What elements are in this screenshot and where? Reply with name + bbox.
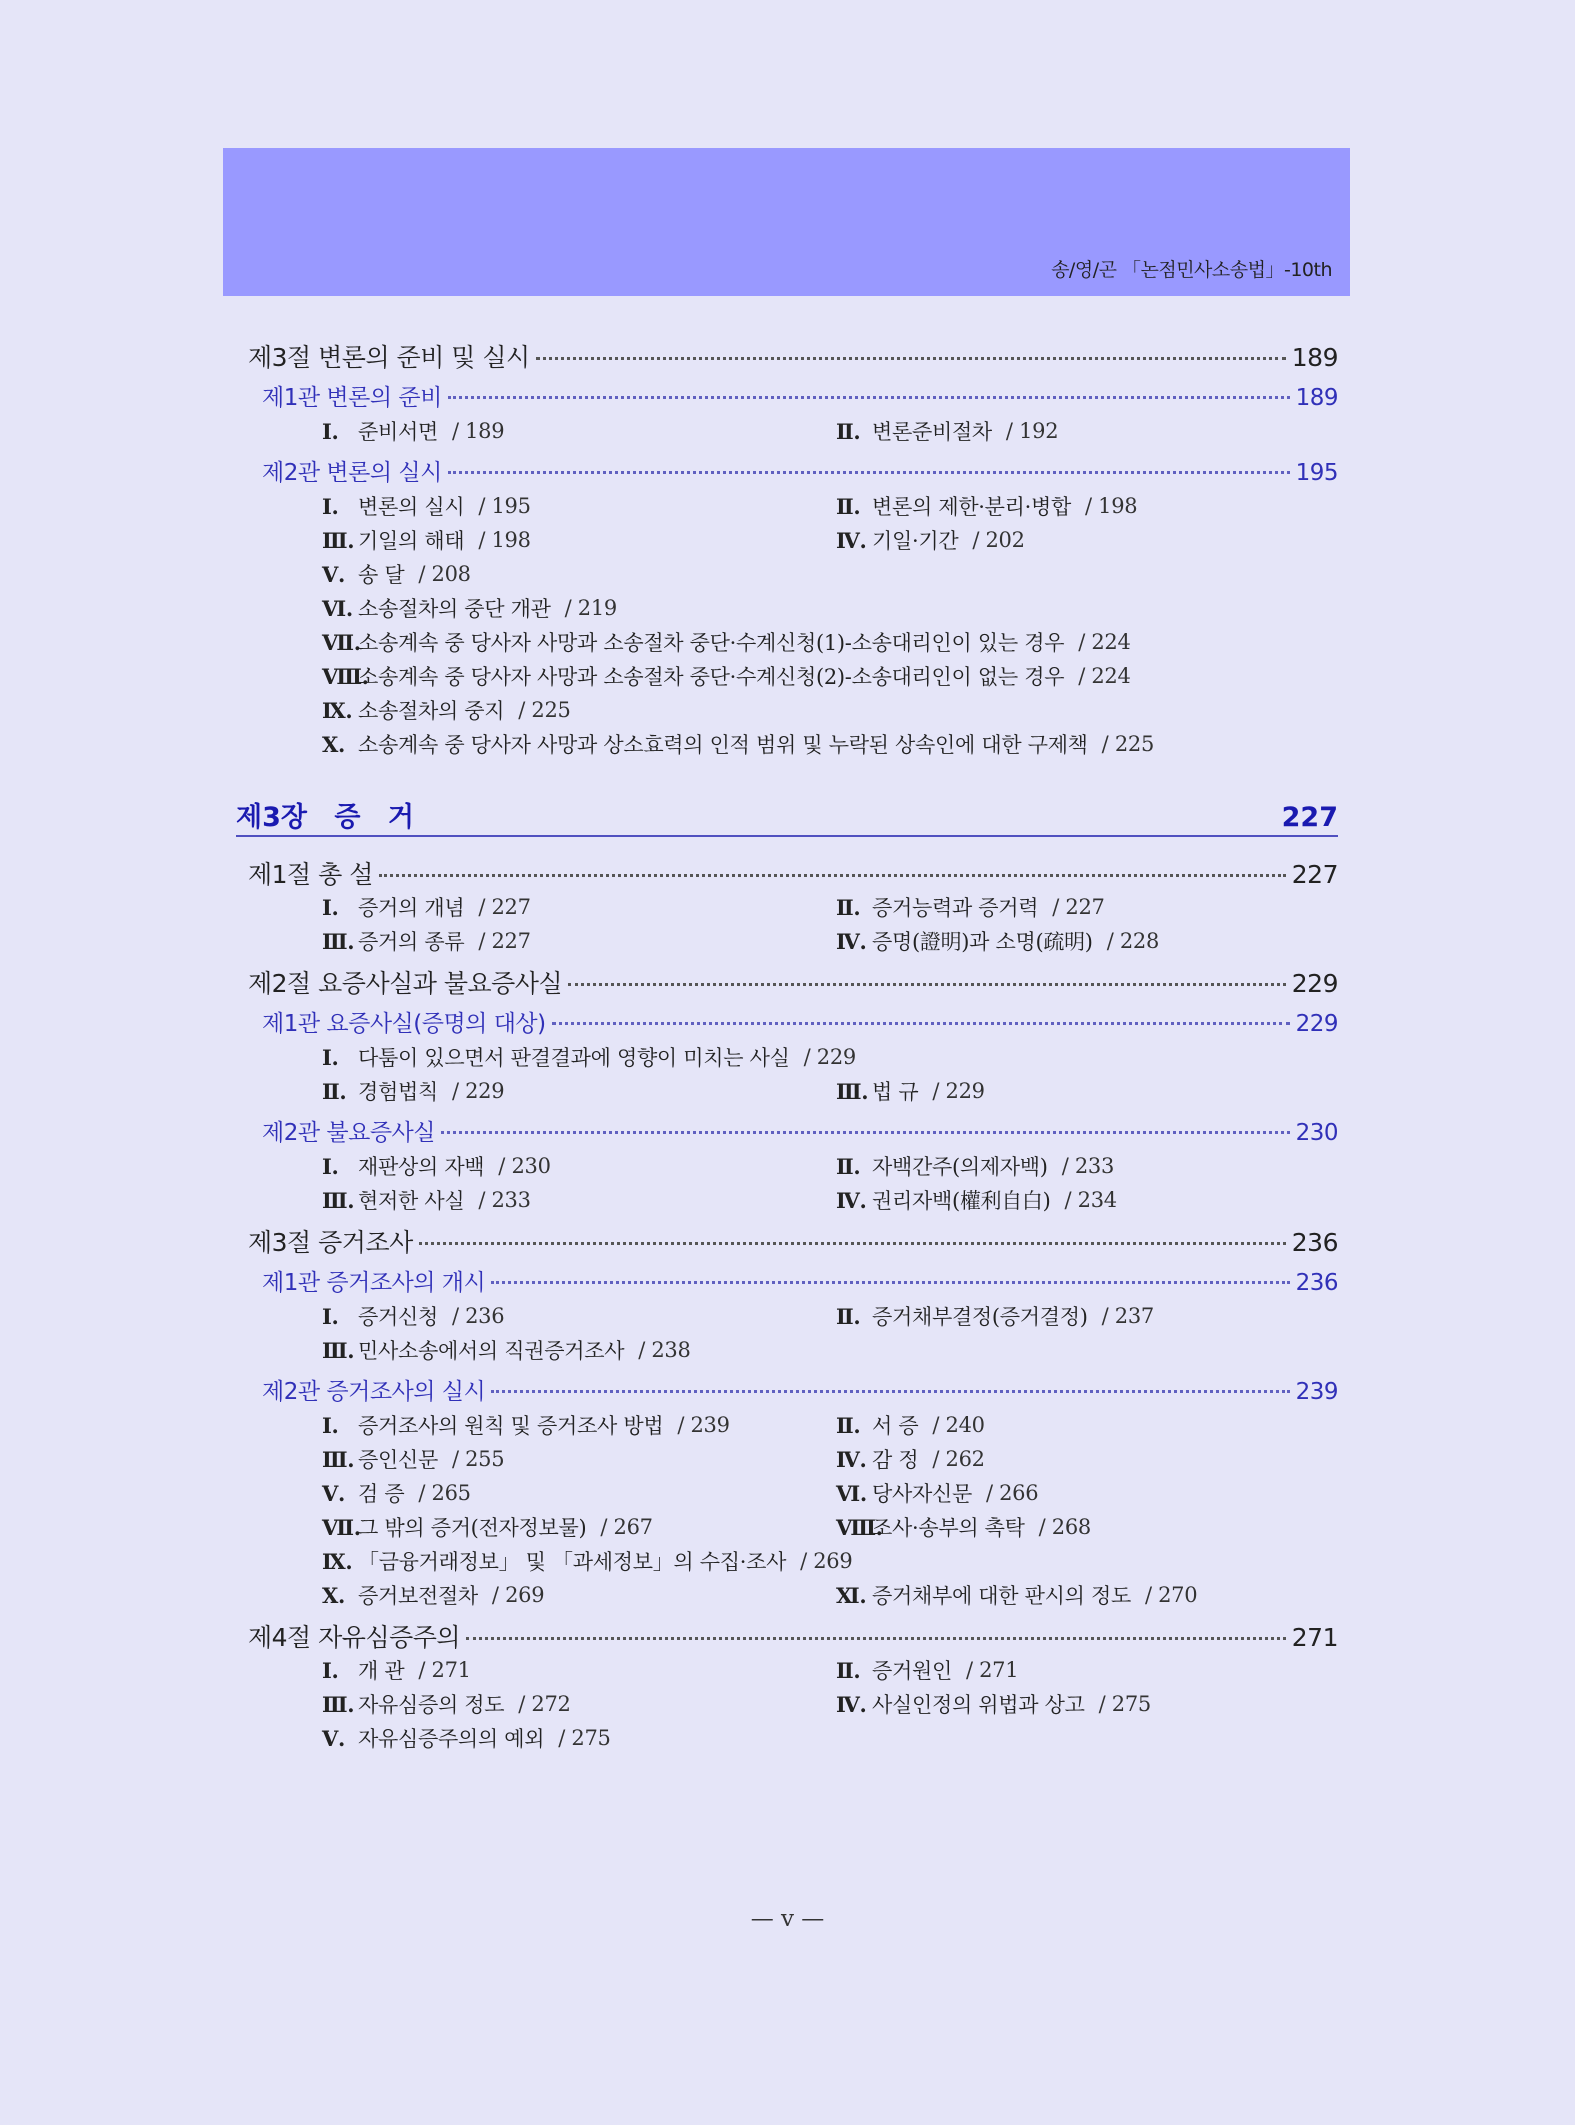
section-entry[interactable] xyxy=(240,855,1338,890)
item-number: Ⅷ. xyxy=(322,663,369,689)
item-number: Ⅴ. xyxy=(322,561,346,587)
toc-item[interactable] xyxy=(322,627,1338,657)
header-text: 송/영/곤 「논점민사소송법」-10th xyxy=(1051,259,1332,281)
subsection-entry[interactable] xyxy=(240,454,1338,489)
item-page: / 198 xyxy=(1085,494,1138,518)
toc-item[interactable] xyxy=(836,1512,1350,1542)
item-number: Ⅳ. xyxy=(836,928,867,954)
toc-item[interactable] xyxy=(322,1335,1338,1365)
toc-item[interactable] xyxy=(322,1076,836,1106)
item-page: / 271 xyxy=(418,1658,471,1682)
item-page: / 238 xyxy=(638,1338,691,1362)
item-number: Ⅴ. xyxy=(322,1480,346,1506)
item-title: 증거신청 xyxy=(358,1305,438,1329)
dot-leader xyxy=(419,1242,1286,1245)
item-title: 현저한 사실 xyxy=(358,1189,465,1213)
section-entry[interactable] xyxy=(240,1223,1338,1258)
subsection-entry[interactable] xyxy=(240,1114,1338,1149)
item-number: Ⅳ. xyxy=(836,1446,867,1472)
toc-item-row xyxy=(322,659,1338,693)
toc-item-row xyxy=(322,1183,1338,1217)
item-title: 사실인정의 위법과 상고 xyxy=(872,1693,1085,1717)
toc-item[interactable] xyxy=(322,1478,836,1508)
item-page: / 272 xyxy=(518,1692,571,1716)
toc-item[interactable] xyxy=(322,416,836,446)
toc-item-row xyxy=(322,693,1338,727)
item-list xyxy=(240,1653,1338,1755)
item-number: Ⅰ. xyxy=(322,493,339,519)
toc-item-row xyxy=(322,924,1338,958)
subsection-entry-label: 제1관 요증사실(증명의 대상) xyxy=(262,1011,546,1037)
item-page: / 225 xyxy=(518,698,571,722)
item-number: Ⅹ. xyxy=(322,1582,346,1608)
toc-item-row xyxy=(322,1408,1338,1442)
item-number: Ⅲ. xyxy=(836,1078,869,1104)
toc-item[interactable] xyxy=(322,1410,836,1440)
item-page: / 275 xyxy=(558,1726,611,1750)
item-list xyxy=(240,1149,1338,1217)
toc-item[interactable] xyxy=(836,1185,1350,1215)
page-header xyxy=(223,148,1350,296)
toc-item[interactable] xyxy=(322,1185,836,1215)
toc-item[interactable] xyxy=(322,593,1338,623)
toc-item[interactable] xyxy=(836,1076,1350,1106)
item-title: 준비서면 xyxy=(358,420,438,444)
toc-item-row xyxy=(322,1653,1338,1687)
toc-item[interactable] xyxy=(322,661,1338,691)
item-page: / 255 xyxy=(451,1447,505,1471)
item-page: / 225 xyxy=(1101,732,1155,756)
dot-leader xyxy=(448,396,1290,399)
item-number: Ⅰ. xyxy=(322,1657,339,1683)
item-title: 자유심증의 정도 xyxy=(358,1693,505,1717)
section-entry-label: 제4절 자유심증주의 xyxy=(248,1623,461,1652)
item-list xyxy=(240,414,1338,448)
item-title: 증거보전절차 xyxy=(358,1584,478,1608)
item-page: / 233 xyxy=(478,1188,531,1212)
item-page: / 229 xyxy=(932,1079,985,1103)
item-page: / 233 xyxy=(1061,1154,1115,1178)
item-page: / 268 xyxy=(1038,1515,1091,1539)
item-page: / 224 xyxy=(1078,664,1131,688)
toc-item[interactable] xyxy=(836,525,1350,555)
toc-item[interactable] xyxy=(322,729,1338,759)
item-page: / 198 xyxy=(478,528,531,552)
item-number: Ⅱ. xyxy=(836,418,861,444)
item-title: 소송계속 중 당사자 사망과 소송절차 중단·수계신청(2)-소송대리인이 없는 경우 xyxy=(358,665,1065,689)
item-number: Ⅰ. xyxy=(322,1153,339,1179)
toc-item[interactable] xyxy=(322,926,836,956)
item-number: Ⅴ. xyxy=(322,1725,346,1751)
toc-item[interactable] xyxy=(322,1723,1338,1753)
item-page: / 219 xyxy=(564,596,617,620)
toc-item[interactable] xyxy=(322,1512,836,1542)
item-title: 변론의 실시 xyxy=(358,495,465,519)
item-title: 기일의 해태 xyxy=(358,529,465,553)
item-title: 민사소송에서의 직권증거조사 xyxy=(358,1339,625,1363)
item-page: / 270 xyxy=(1144,1583,1198,1607)
item-number: Ⅲ. xyxy=(322,928,355,954)
item-title: 법 규 xyxy=(872,1080,919,1104)
toc-item-row xyxy=(322,625,1338,659)
item-number: Ⅰ. xyxy=(322,1044,339,1070)
item-page: / 236 xyxy=(451,1304,505,1328)
item-title: 증인신문 xyxy=(358,1448,438,1472)
subsection-entry-label: 제2관 변론의 실시 xyxy=(262,460,442,486)
item-page: / 192 xyxy=(1005,419,1059,443)
item-page: / 267 xyxy=(600,1515,653,1539)
item-title: 경험법칙 xyxy=(358,1080,438,1104)
subsection-entry-label: 제2관 증거조사의 실시 xyxy=(262,1379,486,1405)
toc-item[interactable] xyxy=(322,1580,836,1610)
dot-leader xyxy=(552,1022,1290,1025)
toc-item-row xyxy=(322,1578,1338,1612)
toc-item-row xyxy=(322,523,1338,557)
item-list xyxy=(240,489,1338,761)
item-title: 「금융거래정보」 및 「과세정보」의 수집·조사 xyxy=(358,1550,787,1574)
toc-item-row xyxy=(322,1721,1338,1755)
item-page: / 237 xyxy=(1101,1304,1154,1328)
toc-item[interactable] xyxy=(836,892,1350,922)
item-title: 기일·기간 xyxy=(872,529,959,553)
item-title: 서 증 xyxy=(872,1414,919,1438)
item-page: / 224 xyxy=(1078,630,1131,654)
toc-item-row xyxy=(322,489,1338,523)
item-page: / 227 xyxy=(478,929,531,953)
toc-item-row xyxy=(322,890,1338,924)
item-number: Ⅰ. xyxy=(322,1303,339,1329)
item-title: 송 달 xyxy=(358,563,405,587)
item-number: Ⅳ. xyxy=(836,527,867,553)
section-entry-label: 제3절 변론의 준비 및 실시 xyxy=(248,343,530,372)
item-number: Ⅱ. xyxy=(836,1303,861,1329)
item-list xyxy=(240,890,1338,958)
section-entry[interactable] xyxy=(240,964,1338,999)
section-entry-label: 제2절 요증사실과 불요증사실 xyxy=(248,969,563,998)
item-title: 증거채부결정(증거결정) xyxy=(872,1305,1088,1329)
dot-leader xyxy=(448,471,1290,474)
toc-item[interactable] xyxy=(836,1655,1350,1685)
item-title: 증거의 종류 xyxy=(358,930,465,954)
item-page: / 240 xyxy=(932,1413,985,1437)
item-number: Ⅲ. xyxy=(322,1337,355,1363)
dot-leader xyxy=(379,874,1286,877)
dot-leader xyxy=(441,1131,1290,1134)
item-page: / 269 xyxy=(491,1583,545,1607)
item-list xyxy=(240,1040,1338,1108)
toc-item[interactable] xyxy=(322,892,836,922)
dot-leader xyxy=(491,1281,1289,1284)
item-number: Ⅱ. xyxy=(836,1412,861,1438)
page-number: — v — xyxy=(750,1906,825,1932)
section-entry-page: 229 xyxy=(1291,969,1338,998)
subsection-entry[interactable] xyxy=(240,1005,1338,1040)
toc-item-row xyxy=(322,1544,1338,1578)
chapter-title: 제3장 증 거 xyxy=(236,802,414,833)
toc-item-row xyxy=(322,727,1338,761)
item-number: Ⅲ. xyxy=(322,1446,355,1472)
item-title: 감 정 xyxy=(872,1448,919,1472)
item-number: Ⅵ. xyxy=(836,1480,867,1506)
toc-item-row xyxy=(322,557,1338,591)
section-entry-label: 제1절 총 설 xyxy=(248,860,373,889)
item-number: Ⅸ. xyxy=(322,1548,353,1574)
item-title: 자유심증주의의 예외 xyxy=(358,1727,545,1751)
dot-leader xyxy=(491,1390,1289,1393)
toc-item[interactable] xyxy=(836,491,1350,521)
toc-item-row xyxy=(322,414,1338,448)
item-title: 검 증 xyxy=(358,1482,405,1506)
item-page: / 227 xyxy=(478,895,531,919)
toc-item-row xyxy=(322,1299,1338,1333)
item-list xyxy=(240,1299,1338,1367)
item-title: 다툼이 있으면서 판결결과에 영향이 미치는 사실 xyxy=(358,1046,790,1070)
section-entry-label: 제3절 증거조사 xyxy=(248,1228,413,1257)
toc-item[interactable] xyxy=(836,1444,1350,1474)
item-number: Ⅳ. xyxy=(836,1691,867,1717)
section-entry-page: 236 xyxy=(1291,1228,1338,1257)
toc-item[interactable] xyxy=(836,416,1350,446)
item-page: / 265 xyxy=(418,1481,471,1505)
item-number: Ⅰ. xyxy=(322,894,339,920)
toc-item[interactable] xyxy=(836,1689,1350,1719)
chapter-page: 227 xyxy=(1281,802,1338,833)
subsection-entry-page: 195 xyxy=(1295,460,1338,486)
section-entry-page: 227 xyxy=(1291,860,1338,889)
toc-item-row xyxy=(322,1442,1338,1476)
dot-leader xyxy=(466,1637,1286,1640)
subsection-entry-label: 제1관 증거조사의 개시 xyxy=(262,1270,486,1296)
subsection-entry-page: 230 xyxy=(1295,1120,1338,1146)
item-title: 자백간주(의제자백) xyxy=(872,1155,1048,1179)
table-of-contents xyxy=(236,332,1338,1755)
item-number: Ⅱ. xyxy=(836,894,861,920)
item-number: Ⅰ. xyxy=(322,418,339,444)
item-number: Ⅲ. xyxy=(322,1691,355,1717)
toc-item[interactable] xyxy=(836,926,1350,956)
item-page: / 227 xyxy=(1052,895,1105,919)
toc-item[interactable] xyxy=(836,1410,1350,1440)
item-page: / 229 xyxy=(451,1079,505,1103)
item-title: 소송절차의 중단 개관 xyxy=(358,597,551,621)
item-page: / 275 xyxy=(1098,1692,1151,1716)
item-number: Ⅱ. xyxy=(322,1078,347,1104)
toc-item[interactable] xyxy=(836,1151,1350,1181)
dot-leader xyxy=(568,983,1286,986)
item-number: Ⅰ. xyxy=(322,1412,339,1438)
item-page: / 208 xyxy=(418,562,471,586)
item-page: / 266 xyxy=(985,1481,1039,1505)
item-page: / 239 xyxy=(677,1413,730,1437)
item-title: 소송계속 중 당사자 사망과 상소효력의 인적 범위 및 누락된 상속인에 대한 구제책 xyxy=(358,733,1088,757)
toc-item-row xyxy=(322,1510,1338,1544)
item-number: Ⅷ. xyxy=(836,1514,883,1540)
toc-item[interactable] xyxy=(322,559,1338,589)
section-entry-page: 271 xyxy=(1291,1623,1338,1652)
item-title: 소송계속 중 당사자 사망과 소송절차 중단·수계신청(1)-소송대리인이 있는 경우 xyxy=(358,631,1065,655)
item-title: 증거채부에 대한 판시의 정도 xyxy=(872,1584,1131,1608)
item-page: / 230 xyxy=(498,1154,551,1178)
item-number: Ⅺ. xyxy=(836,1582,867,1608)
toc-item[interactable] xyxy=(836,1580,1350,1610)
subsection-entry-label: 제1관 변론의 준비 xyxy=(262,385,442,411)
item-page: / 195 xyxy=(478,494,531,518)
item-number: Ⅶ. xyxy=(322,629,361,655)
toc-item[interactable] xyxy=(322,1689,836,1719)
item-number: Ⅱ. xyxy=(836,1657,861,1683)
item-title: 증거조사의 원칙 및 증거조사 방법 xyxy=(358,1414,664,1438)
item-title: 조사·송부의 촉탁 xyxy=(872,1516,1025,1540)
section-entry[interactable] xyxy=(240,1618,1338,1653)
item-page: / 234 xyxy=(1064,1188,1117,1212)
toc-item-row xyxy=(322,1687,1338,1721)
toc-item[interactable] xyxy=(322,1301,836,1331)
item-title: 증거능력과 증거력 xyxy=(872,896,1039,920)
toc-item-row xyxy=(322,1149,1338,1183)
item-number: Ⅱ. xyxy=(836,1153,861,1179)
subsection-entry[interactable] xyxy=(240,379,1338,414)
item-title: 변론의 제한·분리·병합 xyxy=(872,495,1071,519)
item-page: / 271 xyxy=(965,1658,1019,1682)
item-page: / 228 xyxy=(1106,929,1160,953)
item-page: / 229 xyxy=(803,1045,856,1069)
item-number: Ⅲ. xyxy=(322,1187,355,1213)
section-entry[interactable] xyxy=(240,338,1338,373)
toc-item[interactable] xyxy=(322,1151,836,1181)
toc-item-row xyxy=(322,1476,1338,1510)
toc-item[interactable] xyxy=(322,1655,836,1685)
item-title: 증거의 개념 xyxy=(358,896,465,920)
toc-item[interactable] xyxy=(322,1444,836,1474)
toc-item[interactable] xyxy=(836,1301,1350,1331)
toc-item[interactable] xyxy=(322,491,836,521)
item-title: 증명(證明)과 소명(疏明) xyxy=(872,930,1093,954)
subsection-entry-page: 189 xyxy=(1295,385,1338,411)
item-page: / 262 xyxy=(932,1447,985,1471)
item-title: 권리자백(權利自白) xyxy=(872,1189,1051,1213)
toc-item[interactable] xyxy=(836,1478,1350,1508)
item-page: / 189 xyxy=(451,419,505,443)
subsection-entry-label: 제2관 불요증사실 xyxy=(262,1120,435,1146)
item-list xyxy=(240,1408,1338,1612)
item-title: 증거원인 xyxy=(872,1659,952,1683)
item-number: Ⅸ. xyxy=(322,697,353,723)
subsection-entry-page: 229 xyxy=(1295,1011,1338,1037)
item-number: Ⅹ. xyxy=(322,731,346,757)
toc-item[interactable] xyxy=(322,1546,1338,1576)
item-title: 당사자신문 xyxy=(872,1482,972,1506)
subsection-entry-page: 236 xyxy=(1295,1270,1338,1296)
toc-item[interactable] xyxy=(322,525,836,555)
toc-item-row xyxy=(322,591,1338,625)
toc-item-row xyxy=(322,1040,1338,1074)
item-number: Ⅶ. xyxy=(322,1514,361,1540)
toc-item[interactable] xyxy=(322,1042,1338,1072)
subsection-entry[interactable] xyxy=(240,1264,1338,1299)
item-number: Ⅲ. xyxy=(322,527,355,553)
subsection-entry-page: 239 xyxy=(1295,1379,1338,1405)
toc-item-row xyxy=(322,1333,1338,1367)
item-page: / 202 xyxy=(972,528,1025,552)
item-title: 변론준비절차 xyxy=(872,420,992,444)
item-number: Ⅱ. xyxy=(836,493,861,519)
item-title: 개 관 xyxy=(358,1659,405,1683)
item-title: 재판상의 자백 xyxy=(358,1155,485,1179)
toc-item[interactable] xyxy=(322,695,1338,725)
item-title: 그 밖의 증거(전자정보물) xyxy=(358,1516,587,1540)
item-page: / 269 xyxy=(800,1549,853,1573)
section-entry-page: 189 xyxy=(1291,343,1338,372)
item-number: Ⅵ. xyxy=(322,595,353,621)
subsection-entry[interactable] xyxy=(240,1373,1338,1408)
toc-item-row xyxy=(322,1074,1338,1108)
item-title: 소송절차의 중지 xyxy=(358,699,505,723)
chapter-heading[interactable] xyxy=(236,795,1338,837)
item-number: Ⅳ. xyxy=(836,1187,867,1213)
dot-leader xyxy=(536,357,1286,360)
